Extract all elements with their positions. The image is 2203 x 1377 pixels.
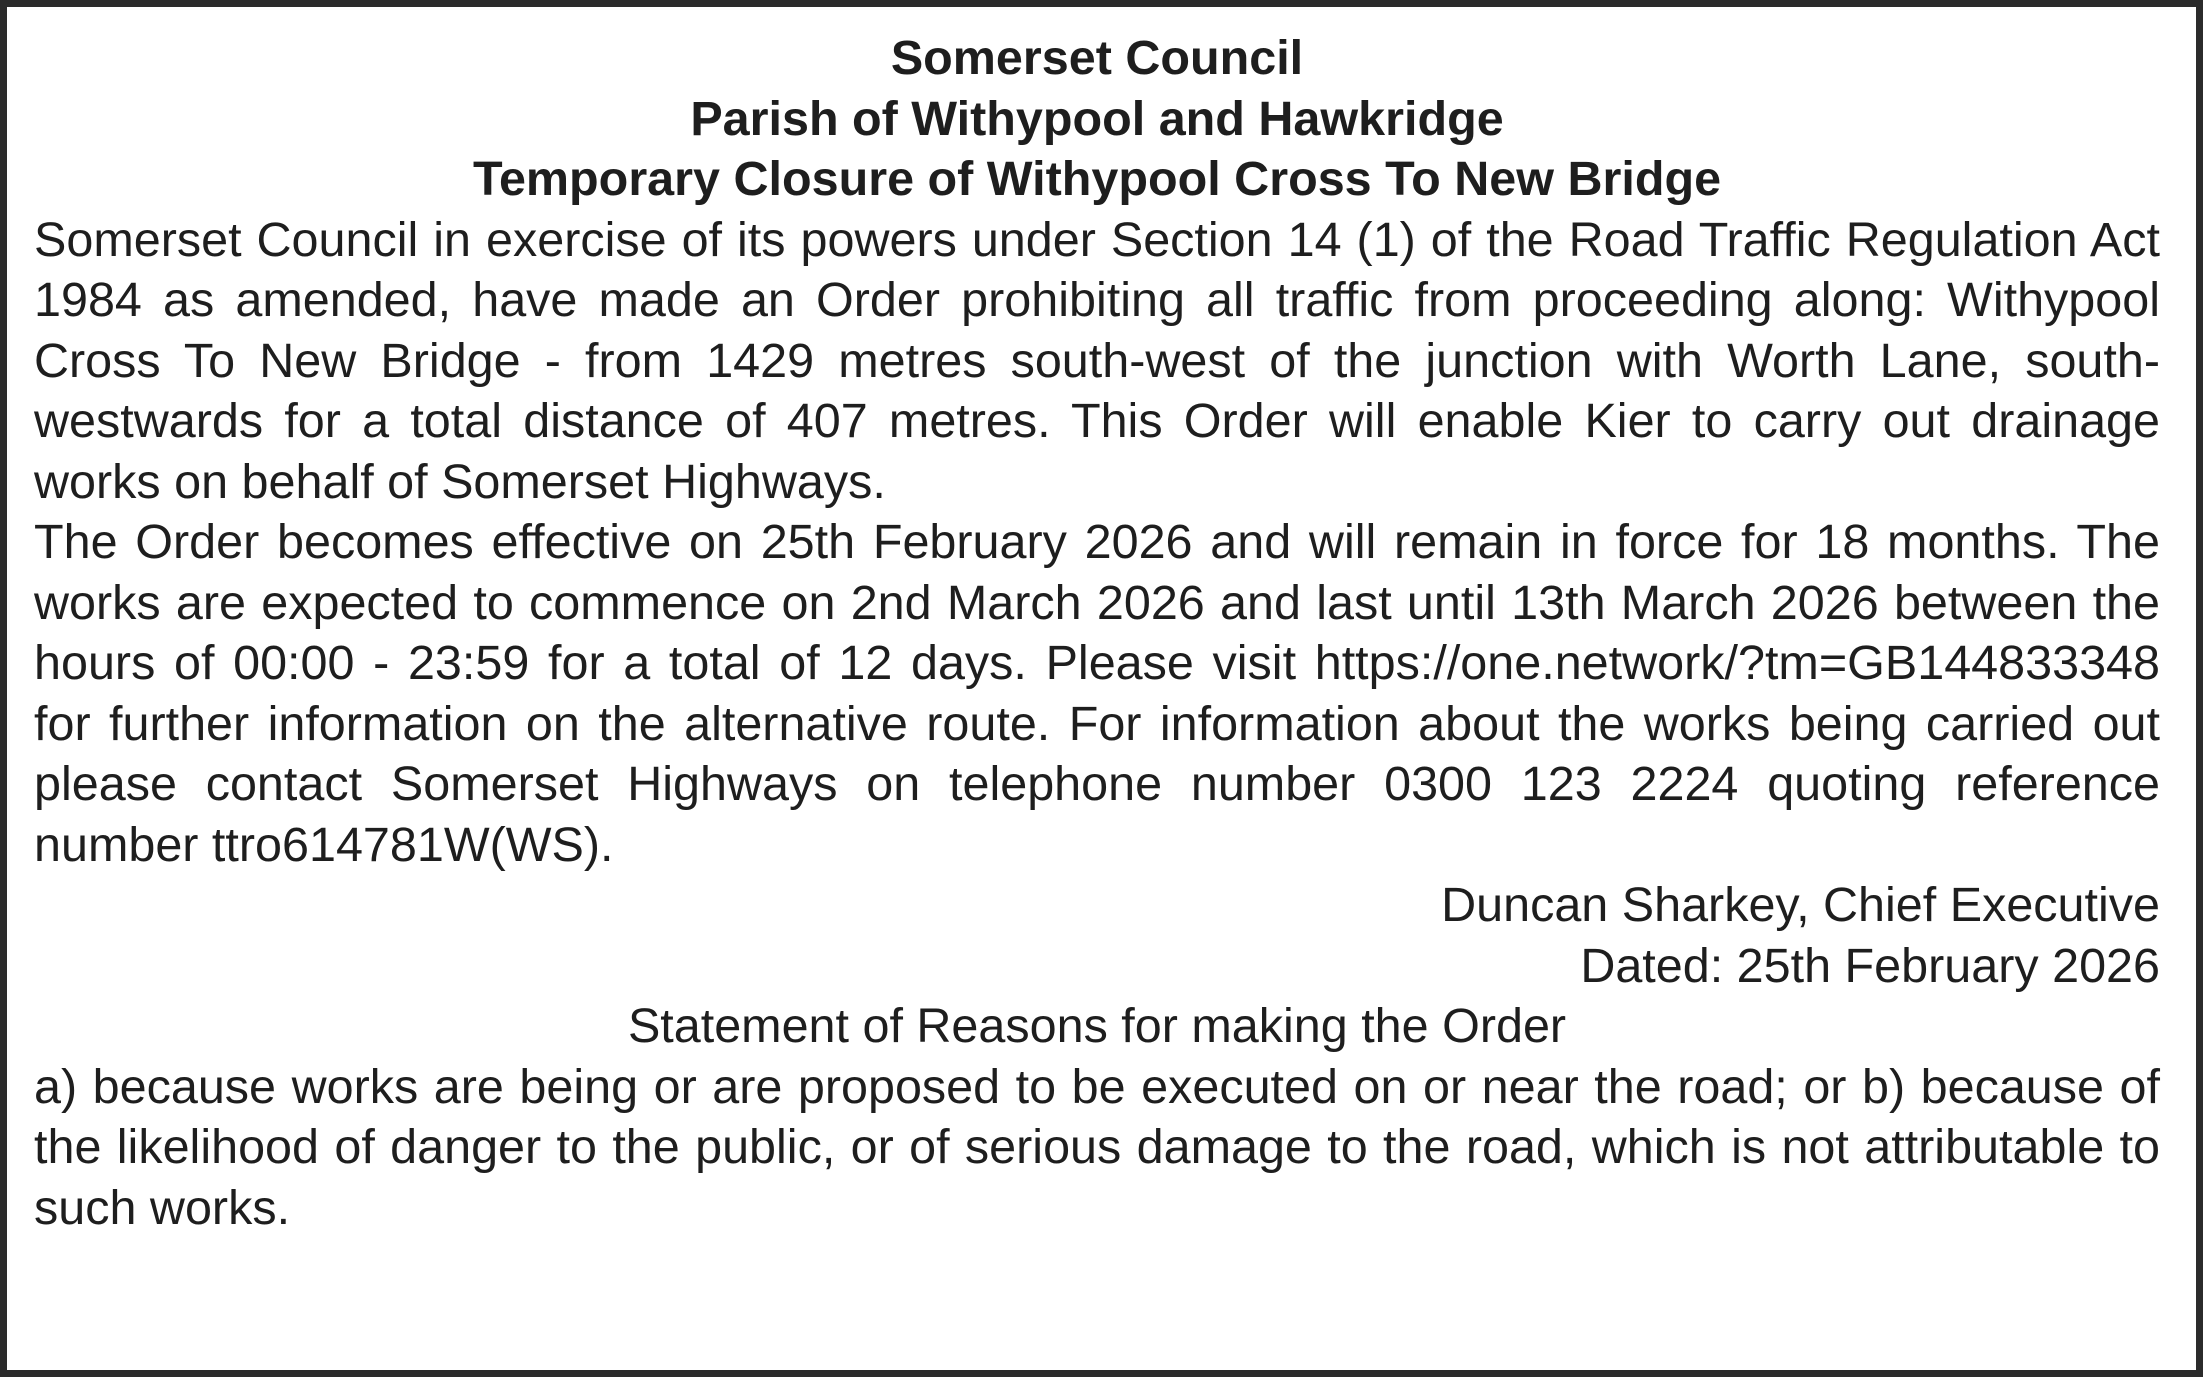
dated-line: Dated: 25th February 2026 [1580,938,2160,993]
parish-name: Parish of Withypool and Hawkridge [690,91,1504,146]
signatory: Duncan Sharkey, Chief Executive [1441,878,2160,932]
order-paragraph: Somerset Council in exercise of its powers under Section 14 (1) of the Road Traffic Regulation Act 1984 as amended, have made an Order prohibiting all traffic from proceeding along: Withypool Cross To New Bridge - from 1429 metres south-west of the junction with Worth Lane, south-westwards for a total distance of 407 metres. This Order will enable Kier to carry out drainage works on behalf of Somerset Highways. [34,212,2160,509]
reasons-text: a) because works are being or are proposed to be executed on or near the road; or b) because of the likelihood of danger to the public, or of serious damage to the road, which is not attributable to such works. [34,1059,2160,1235]
dates-paragraph: The Order becomes effective on 25th February 2026 and will remain in force for 18 months. The works are expected to commence on 2nd March 2026 and last until 13th March 2026 between the hours of 00:00 - 23:59 for a total of 12 days. Please visit https://one.network/?tm=GB144833348 for further information on the alternative route. For information about the works being carried out please contact Somerset Highways on telephone number 0300 123 2224 quoting reference number ttro614781W(WS). [34,515,2160,872]
council-name: Somerset Council [890,31,1304,85]
notice-title: Temporary Closure of Withypool Cross To New Bridge [472,152,1722,206]
reasons-heading: Statement of Reasons for making the Order [627,999,1567,1053]
